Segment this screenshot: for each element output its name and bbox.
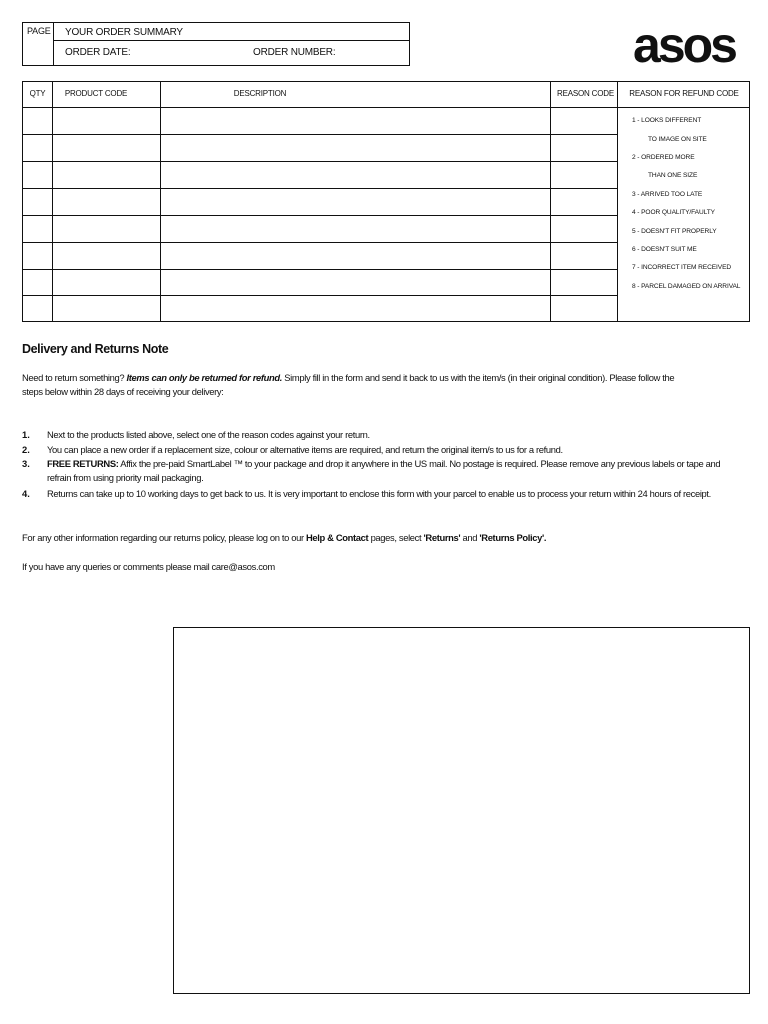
order-date-label: ORDER DATE: [65,47,131,58]
col-header-description: DESCRIPTION [233,89,287,98]
step-number: 2. [22,444,30,455]
step-text: Next to the products listed above, select one of the reason codes against your return. [47,429,370,440]
note-intro: Need to return something? Items can only be returned for refund. Simply fill in the form and send it back to us with the item/s (in their original condition). Please follow the [22,372,675,383]
col-header-reason-code: REASON CODE [557,89,614,98]
reason-code-item: 3 - ARRIVED TOO LATE [632,191,703,198]
col-header-reason-for-refund: REASON FOR REFUND CODE [629,89,739,98]
step-text: You can place a new order if a replacement size, colour or alternative items are required, and return the original item/s to us for a refund. [47,444,563,455]
step-number: 3. [22,458,30,469]
step-number: 4. [22,488,30,499]
order-summary-label: YOUR ORDER SUMMARY [65,27,183,38]
reason-code-item: 4 - POOR QUALITY/FAULTY [632,209,715,216]
step-text: FREE RETURNS: Affix the pre-paid SmartLabel ™ to your package and drop it anywhere in the US mail. No postage is required. Please remove any previous labels or tape and [47,458,721,469]
page-label: PAGE [27,26,51,36]
reason-code-item: 2 - ORDERED MORE [632,154,695,161]
contact-text: If you have any queries or comments please mail care@asos.com [22,561,275,572]
step-text-continued: refrain from using priority mail packaging. [47,472,204,483]
help-contact-link: Help & Contact [306,532,369,543]
order-header-box [22,22,410,66]
col-header-product-code: PRODUCT CODE [64,89,128,98]
asos-logo [624,26,744,68]
order-number-label: ORDER NUMBER: [253,47,336,58]
reason-code-item: 1 - LOOKS DIFFERENT [632,117,702,124]
step-text: Returns can take up to 10 working days to get back to us. It is very important to enclose this form with your parcel to enable us to process your return within 24 hours of receipt. [47,488,711,499]
reason-code-item: 6 - DOESN'T SUIT ME [632,246,697,253]
reason-code-item: 7 - INCORRECT ITEM RECEIVED [632,264,732,271]
reason-code-item: TO IMAGE ON SITE [648,136,707,143]
reason-code-item: 8 - PARCEL DAMAGED ON ARRIVAL [632,283,741,290]
asos-logo-text: asos [633,26,735,68]
return-label-box [173,627,750,994]
policy-text: For any other information regarding our returns policy, please log on to our Help & Contact pages, select 'Returns' and 'Returns Policy'. [22,532,547,543]
step-number: 1. [22,429,30,440]
col-header-qty: QTY [29,89,46,98]
reason-code-item: 5 - DOESN'T FIT PROPERLY [632,228,717,235]
note-title: Delivery and Returns Note [22,342,169,356]
reason-code-item: THAN ONE SIZE [648,172,698,179]
note-intro-line2: steps below within 28 days of receiving your delivery: [22,386,224,397]
